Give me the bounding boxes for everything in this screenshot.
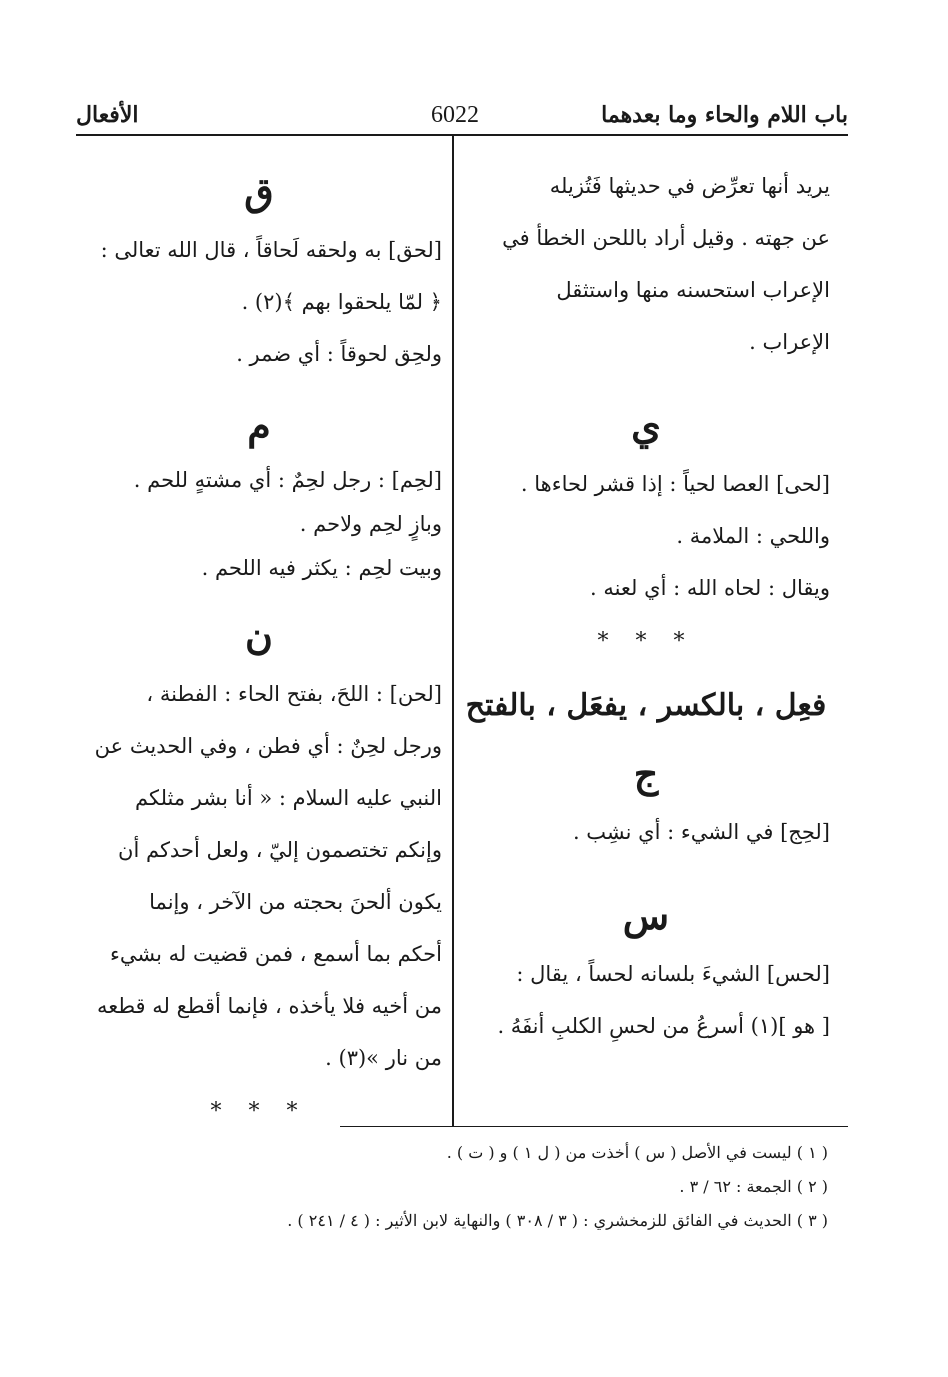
letter-heading-jim: ج: [633, 751, 659, 796]
header-rule: [76, 134, 848, 136]
text-line: الإعراب .: [749, 330, 830, 354]
entry-line: [لحِج] في الشيء : أي نشِب .: [572, 820, 830, 844]
entry-line: من أخيه فلا يأخذه ، فإنما أقطع له قطعه: [96, 994, 442, 1018]
column-divider: [452, 136, 454, 1126]
footnote: ( ٢ ) الجمعة : ٦٢ / ٣ .: [679, 1177, 828, 1196]
entry-line: أحكم بما أسمع ، فمن قضيت له بشيء: [109, 942, 442, 966]
right-column: [462, 160, 830, 1052]
entry-line: النبي عليه السلام : « أنا بشر مثلكم: [135, 786, 442, 810]
left-column: [76, 160, 442, 1140]
entry-line: يكون ألحنَ بحجته من الآخر ، وإنما: [149, 890, 442, 914]
text-line: الإعراب استحسنه منها واستثقل: [556, 278, 830, 302]
entry-line: [لحِم] : رجل لحِمٌ : أي مشتهٍ للحم .: [133, 468, 442, 492]
section-separator: * * *: [210, 1099, 308, 1124]
entry-line: واللحي : الملامة .: [676, 524, 830, 548]
letter-heading-mim: م: [247, 403, 271, 448]
page-number: 6022: [431, 102, 479, 128]
entry-line: من نار »(٣) .: [325, 1046, 442, 1070]
section-separator: * * *: [597, 629, 695, 654]
footnote: ( ١ ) ليست في الأصل ( س ) أخذت من ( ل ١ ) و ( ت ) .: [446, 1143, 828, 1162]
letter-heading-qaf: ق: [244, 169, 274, 214]
text-line: عن جهته . وقيل أراد باللحن الخطأ في: [502, 226, 830, 250]
entry-line: [لحس] الشيءَ بلسانه لحساً ، يقال :: [516, 962, 830, 986]
book-section-title: الأفعال: [76, 102, 139, 128]
entry-line: ورجل لحِنٌ : أي فطن ، وفي الحديث عن: [94, 734, 442, 758]
entry-line: وإنكم تختصمون إليّ ، ولعل أحدكم أن: [118, 838, 442, 862]
letter-heading-ya: ي: [631, 403, 661, 448]
entry-line: ويقال : لحاه الله : أي لعنه .: [589, 576, 830, 600]
letter-heading-sin: س: [622, 893, 670, 938]
entry-line: ﴿ لمّا يلحقوا بهم ﴾(٢) .: [241, 290, 442, 314]
chapter-title: باب اللام والحاء وما بعدهما: [601, 102, 848, 128]
entry-line: وبازٍ لحِم ولاحم .: [299, 512, 442, 536]
entry-line: وبيت لحِم : يكثر فيه اللحم .: [201, 556, 442, 580]
chapter-heading: فعِل ، بالكسر ، يفعَل ، بالفتح: [465, 688, 827, 723]
entry-line: [لحى] العصا لحياً : إذا قشر لحاءها .: [520, 472, 830, 496]
entry-line: ولحِق لحوقاً : أي ضمر .: [236, 342, 442, 366]
footnote-rule: [340, 1126, 848, 1127]
entry-line: [لحن] : اللحَ، بفتح الحاء : الفطنة ،: [146, 682, 442, 706]
entry-line: [لحق] به ولحقه لَحاقاً ، قال الله تعالى :: [100, 238, 442, 262]
entry-line: [ هو ](١) أسرعُ من لحسِ الكلبِ أنفَهُ .: [497, 1014, 830, 1038]
letter-heading-nun: ن: [245, 613, 273, 658]
footnotes: [128, 1136, 828, 1238]
footnote: ( ٣ ) الحديث في الفائق للزمخشري : ( ٣ / ٣٠٨ ) والنهاية لابن الأثير : ( ٤ / ٢٤١ ) .: [287, 1211, 828, 1230]
text-line: يريد أنها تعرِّض في حديثها فَتُزيله: [549, 174, 830, 198]
